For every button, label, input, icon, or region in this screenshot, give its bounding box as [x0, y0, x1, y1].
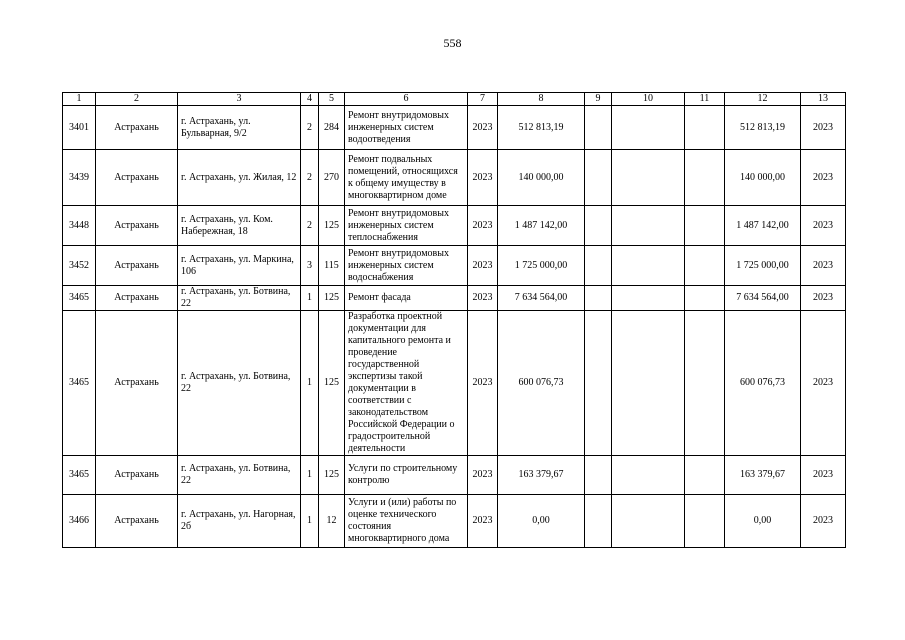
- work-type-cell: Ремонт внутридомовых инженерных систем водоснабжения: [345, 246, 468, 286]
- col4-cell: 1: [301, 311, 319, 456]
- total-cost-cell: 1 725 000,00: [725, 246, 801, 286]
- col9-cell: [585, 311, 612, 456]
- cost-cell: 600 076,73: [498, 311, 585, 456]
- column-header: 13: [801, 93, 846, 106]
- object-id-cell: 3452: [63, 246, 96, 286]
- column-header: 5: [319, 93, 345, 106]
- column-number-row: [63, 93, 846, 106]
- work-type-cell: Ремонт внутридомовых инженерных систем теплоснабжения: [345, 206, 468, 246]
- col11-cell: [685, 311, 725, 456]
- column-header: 12: [725, 93, 801, 106]
- column-header: 10: [612, 93, 685, 106]
- col11-cell: [685, 456, 725, 495]
- table-row: [63, 206, 846, 246]
- cost-cell: 512 813,19: [498, 106, 585, 150]
- col9-cell: [585, 495, 612, 548]
- city-cell: Астрахань: [96, 456, 178, 495]
- col10-cell: [612, 106, 685, 150]
- col5-cell: 12: [319, 495, 345, 548]
- col9-cell: [585, 456, 612, 495]
- table-row: [63, 286, 846, 311]
- col4-cell: 1: [301, 495, 319, 548]
- address-cell: г. Астрахань, ул. Ботвина, 22: [178, 286, 301, 311]
- total-cost-cell: 600 076,73: [725, 311, 801, 456]
- total-cost-cell: 163 379,67: [725, 456, 801, 495]
- object-id-cell: 3465: [63, 286, 96, 311]
- col10-cell: [612, 150, 685, 206]
- work-type-cell: Ремонт подвальных помещений, относящихся к общему имуществу в многоквартирном доме: [345, 150, 468, 206]
- completion-year-cell: 2023: [801, 311, 846, 456]
- address-cell: г. Астрахань, ул. Нагорная, 2б: [178, 495, 301, 548]
- col10-cell: [612, 311, 685, 456]
- work-type-cell: Разработка проектной документации для капитального ремонта и проведение государственной экспертизы такой документации в соответствии с законодательством Российской Федерации о градостроительной деятельности: [345, 311, 468, 456]
- column-header: 8: [498, 93, 585, 106]
- col10-cell: [612, 495, 685, 548]
- table-row: [63, 456, 846, 495]
- completion-year-cell: 2023: [801, 495, 846, 548]
- year-cell: 2023: [468, 456, 498, 495]
- col5-cell: 125: [319, 206, 345, 246]
- address-cell: г. Астрахань, ул. Ком. Набережная, 18: [178, 206, 301, 246]
- work-type-cell: Услуги по строительному контролю: [345, 456, 468, 495]
- col9-cell: [585, 150, 612, 206]
- table-row: [63, 495, 846, 548]
- col4-cell: 2: [301, 206, 319, 246]
- column-header: 11: [685, 93, 725, 106]
- column-header: 4: [301, 93, 319, 106]
- year-cell: 2023: [468, 150, 498, 206]
- city-cell: Астрахань: [96, 495, 178, 548]
- col5-cell: 115: [319, 246, 345, 286]
- total-cost-cell: 512 813,19: [725, 106, 801, 150]
- year-cell: 2023: [468, 106, 498, 150]
- total-cost-cell: 1 487 142,00: [725, 206, 801, 246]
- address-cell: г. Астрахань, ул. Бульварная, 9/2: [178, 106, 301, 150]
- city-cell: Астрахань: [96, 206, 178, 246]
- col10-cell: [612, 246, 685, 286]
- column-header: 3: [178, 93, 301, 106]
- col11-cell: [685, 495, 725, 548]
- year-cell: 2023: [468, 311, 498, 456]
- city-cell: Астрахань: [96, 311, 178, 456]
- cost-cell: 7 634 564,00: [498, 286, 585, 311]
- col11-cell: [685, 246, 725, 286]
- city-cell: Астрахань: [96, 246, 178, 286]
- col11-cell: [685, 286, 725, 311]
- city-cell: Астрахань: [96, 286, 178, 311]
- col4-cell: 1: [301, 286, 319, 311]
- year-cell: 2023: [468, 246, 498, 286]
- object-id-cell: 3465: [63, 456, 96, 495]
- year-cell: 2023: [468, 206, 498, 246]
- table-row: [63, 106, 846, 150]
- table-row: [63, 246, 846, 286]
- address-cell: г. Астрахань, ул. Маркина, 106: [178, 246, 301, 286]
- col5-cell: 125: [319, 311, 345, 456]
- column-header: 1: [63, 93, 96, 106]
- cost-cell: 163 379,67: [498, 456, 585, 495]
- total-cost-cell: 0,00: [725, 495, 801, 548]
- cost-cell: 1 725 000,00: [498, 246, 585, 286]
- col10-cell: [612, 286, 685, 311]
- col4-cell: 2: [301, 150, 319, 206]
- completion-year-cell: 2023: [801, 286, 846, 311]
- column-header: 6: [345, 93, 468, 106]
- city-cell: Астрахань: [96, 150, 178, 206]
- col10-cell: [612, 206, 685, 246]
- col9-cell: [585, 286, 612, 311]
- completion-year-cell: 2023: [801, 246, 846, 286]
- year-cell: 2023: [468, 286, 498, 311]
- address-cell: г. Астрахань, ул. Ботвина, 22: [178, 456, 301, 495]
- col9-cell: [585, 106, 612, 150]
- col5-cell: 270: [319, 150, 345, 206]
- total-cost-cell: 140 000,00: [725, 150, 801, 206]
- column-header: 7: [468, 93, 498, 106]
- repair-program-table: [62, 92, 846, 548]
- cost-cell: 140 000,00: [498, 150, 585, 206]
- column-header: 9: [585, 93, 612, 106]
- completion-year-cell: 2023: [801, 456, 846, 495]
- completion-year-cell: 2023: [801, 106, 846, 150]
- work-type-cell: Ремонт внутридомовых инженерных систем водоотведения: [345, 106, 468, 150]
- col9-cell: [585, 246, 612, 286]
- year-cell: 2023: [468, 495, 498, 548]
- cost-cell: 0,00: [498, 495, 585, 548]
- address-cell: г. Астрахань, ул. Ботвина, 22: [178, 311, 301, 456]
- col10-cell: [612, 456, 685, 495]
- table-row: [63, 150, 846, 206]
- cost-cell: 1 487 142,00: [498, 206, 585, 246]
- completion-year-cell: 2023: [801, 150, 846, 206]
- col5-cell: 125: [319, 456, 345, 495]
- page-number: 558: [443, 36, 462, 50]
- col4-cell: 3: [301, 246, 319, 286]
- object-id-cell: 3439: [63, 150, 96, 206]
- object-id-cell: 3401: [63, 106, 96, 150]
- col11-cell: [685, 206, 725, 246]
- city-cell: Астрахань: [96, 106, 178, 150]
- total-cost-cell: 7 634 564,00: [725, 286, 801, 311]
- address-cell: г. Астрахань, ул. Жилая, 12: [178, 150, 301, 206]
- object-id-cell: 3465: [63, 311, 96, 456]
- column-header: 2: [96, 93, 178, 106]
- col5-cell: 125: [319, 286, 345, 311]
- col5-cell: 284: [319, 106, 345, 150]
- object-id-cell: 3448: [63, 206, 96, 246]
- completion-year-cell: 2023: [801, 206, 846, 246]
- col11-cell: [685, 150, 725, 206]
- work-type-cell: Услуги и (или) работы по оценке технического состояния многоквартирного дома: [345, 495, 468, 548]
- col4-cell: 2: [301, 106, 319, 150]
- col4-cell: 1: [301, 456, 319, 495]
- col9-cell: [585, 206, 612, 246]
- table-row: [63, 311, 846, 456]
- work-type-cell: Ремонт фасада: [345, 286, 468, 311]
- object-id-cell: 3466: [63, 495, 96, 548]
- col11-cell: [685, 106, 725, 150]
